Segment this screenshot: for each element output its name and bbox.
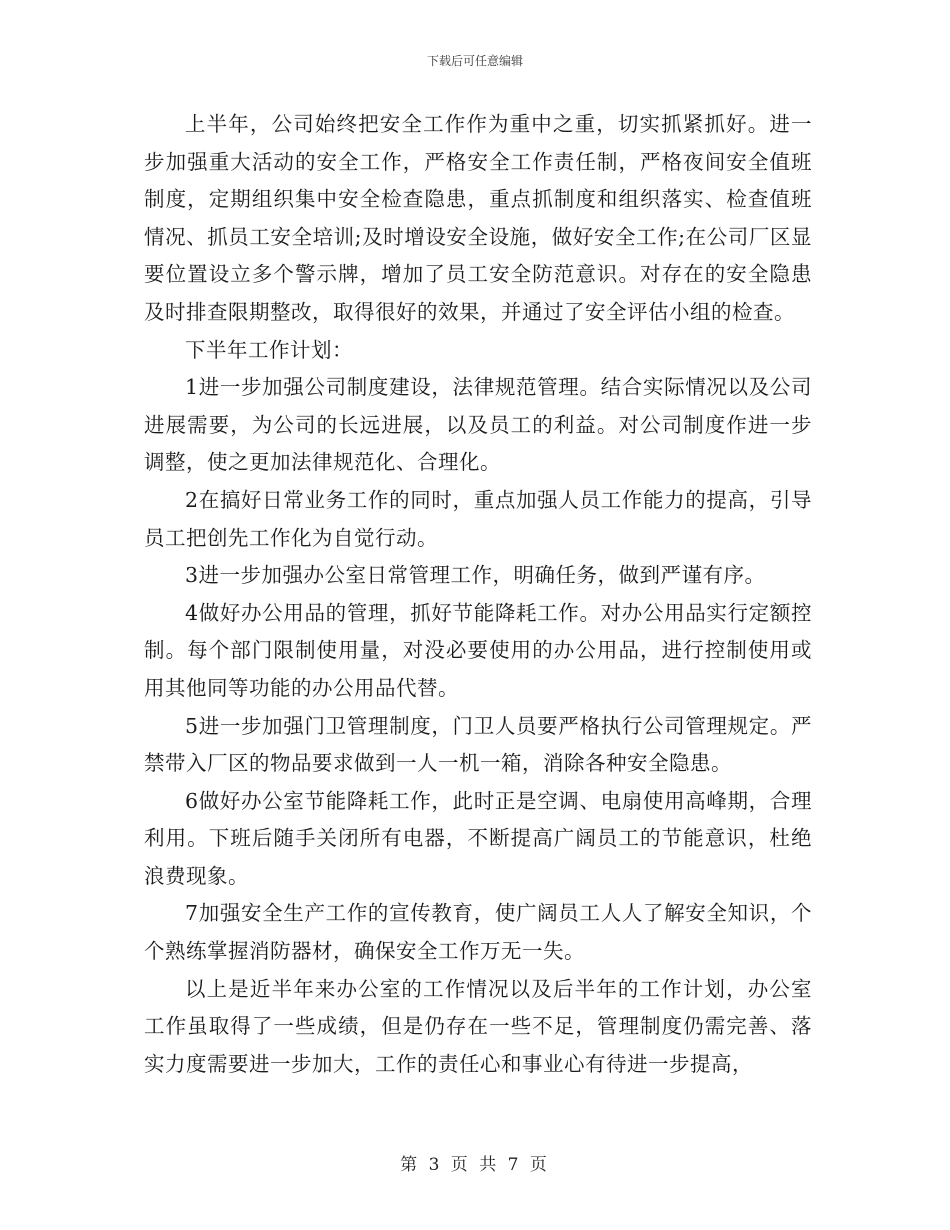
paragraph-conclusion: 以上是近半年来办公室的工作情况以及后半年的工作计划，办公室工作虽取得了一些成绩，但是仍存在一些不足，管理制度仍需完善、落实力度需要进一步加大，工作的责任心和事业心有待进一步提高，: [144, 976, 812, 1076]
paragraph-plan-item-3: 3进一步加强办公室日常管理工作，明确任务，做到严谨有序。: [185, 563, 766, 588]
paragraph-safety-summary: 上半年，公司始终把安全工作作为重中之重，切实抓紧抓好。进一步加强重大活动的安全工作，严格安全工作责任制，严格夜间安全值班制度，定期组织集中安全检查隐患，重点抓制度和组织落实、检查值班情况、抓员工安全培训;及时增设安全设施，做好安全工作;在公司厂区显要位置设立多个警示牌，增加了员工安全防范意识。对存在的安全隐患及时排查限期整改，取得很好的效果，并通过了安全评估小组的检查。: [144, 112, 812, 324]
paragraph-plan-item-7: 7加强安全生产工作的宣传教育，使广阔员工人人了解安全知识，个个熟练掌握消防器材，确保安全工作万无一失。: [144, 901, 812, 964]
page-number-footer: 第 3 页 共 7 页: [400, 1155, 550, 1175]
page-header: 下载后可任意编辑: [426, 54, 523, 68]
paragraph-plan-item-4: 4做好办公用品的管理，抓好节能降耗工作。对办公用品实行定额控制。每个部门限制使用量，对没必要使用的办公用品，进行控制使用或用其他同等功能的办公用品代替。: [144, 600, 812, 700]
paragraph-plan-item-6: 6做好办公室节能降耗工作，此时正是空调、电扇使用高峰期，合理利用。下班后随手关闭所有电器，不断提高广阔员工的节能意识，杜绝浪费现象。: [144, 788, 812, 888]
paragraph-plan-item-5: 5进一步加强门卫管理制度，门卫人员要严格执行公司管理规定。严禁带入厂区的物品要求做到一人一机一箱，消除各种安全隐患。: [144, 713, 812, 776]
document-body: [144, 106, 812, 1083]
paragraph-plan-item-2: 2在搞好日常业务工作的同时，重点加强人员工作能力的提高，引导员工把创先工作化为自觉行动。: [144, 487, 812, 550]
paragraph-plan-item-1: 1进一步加强公司制度建设，法律规范管理。结合实际情况以及公司进展需要，为公司的长远进展，以及员工的利益。对公司制度作进一步调整，使之更加法律规范化、合理化。: [144, 375, 812, 475]
paragraph-plan-heading: 下半年工作计划：: [185, 337, 353, 362]
